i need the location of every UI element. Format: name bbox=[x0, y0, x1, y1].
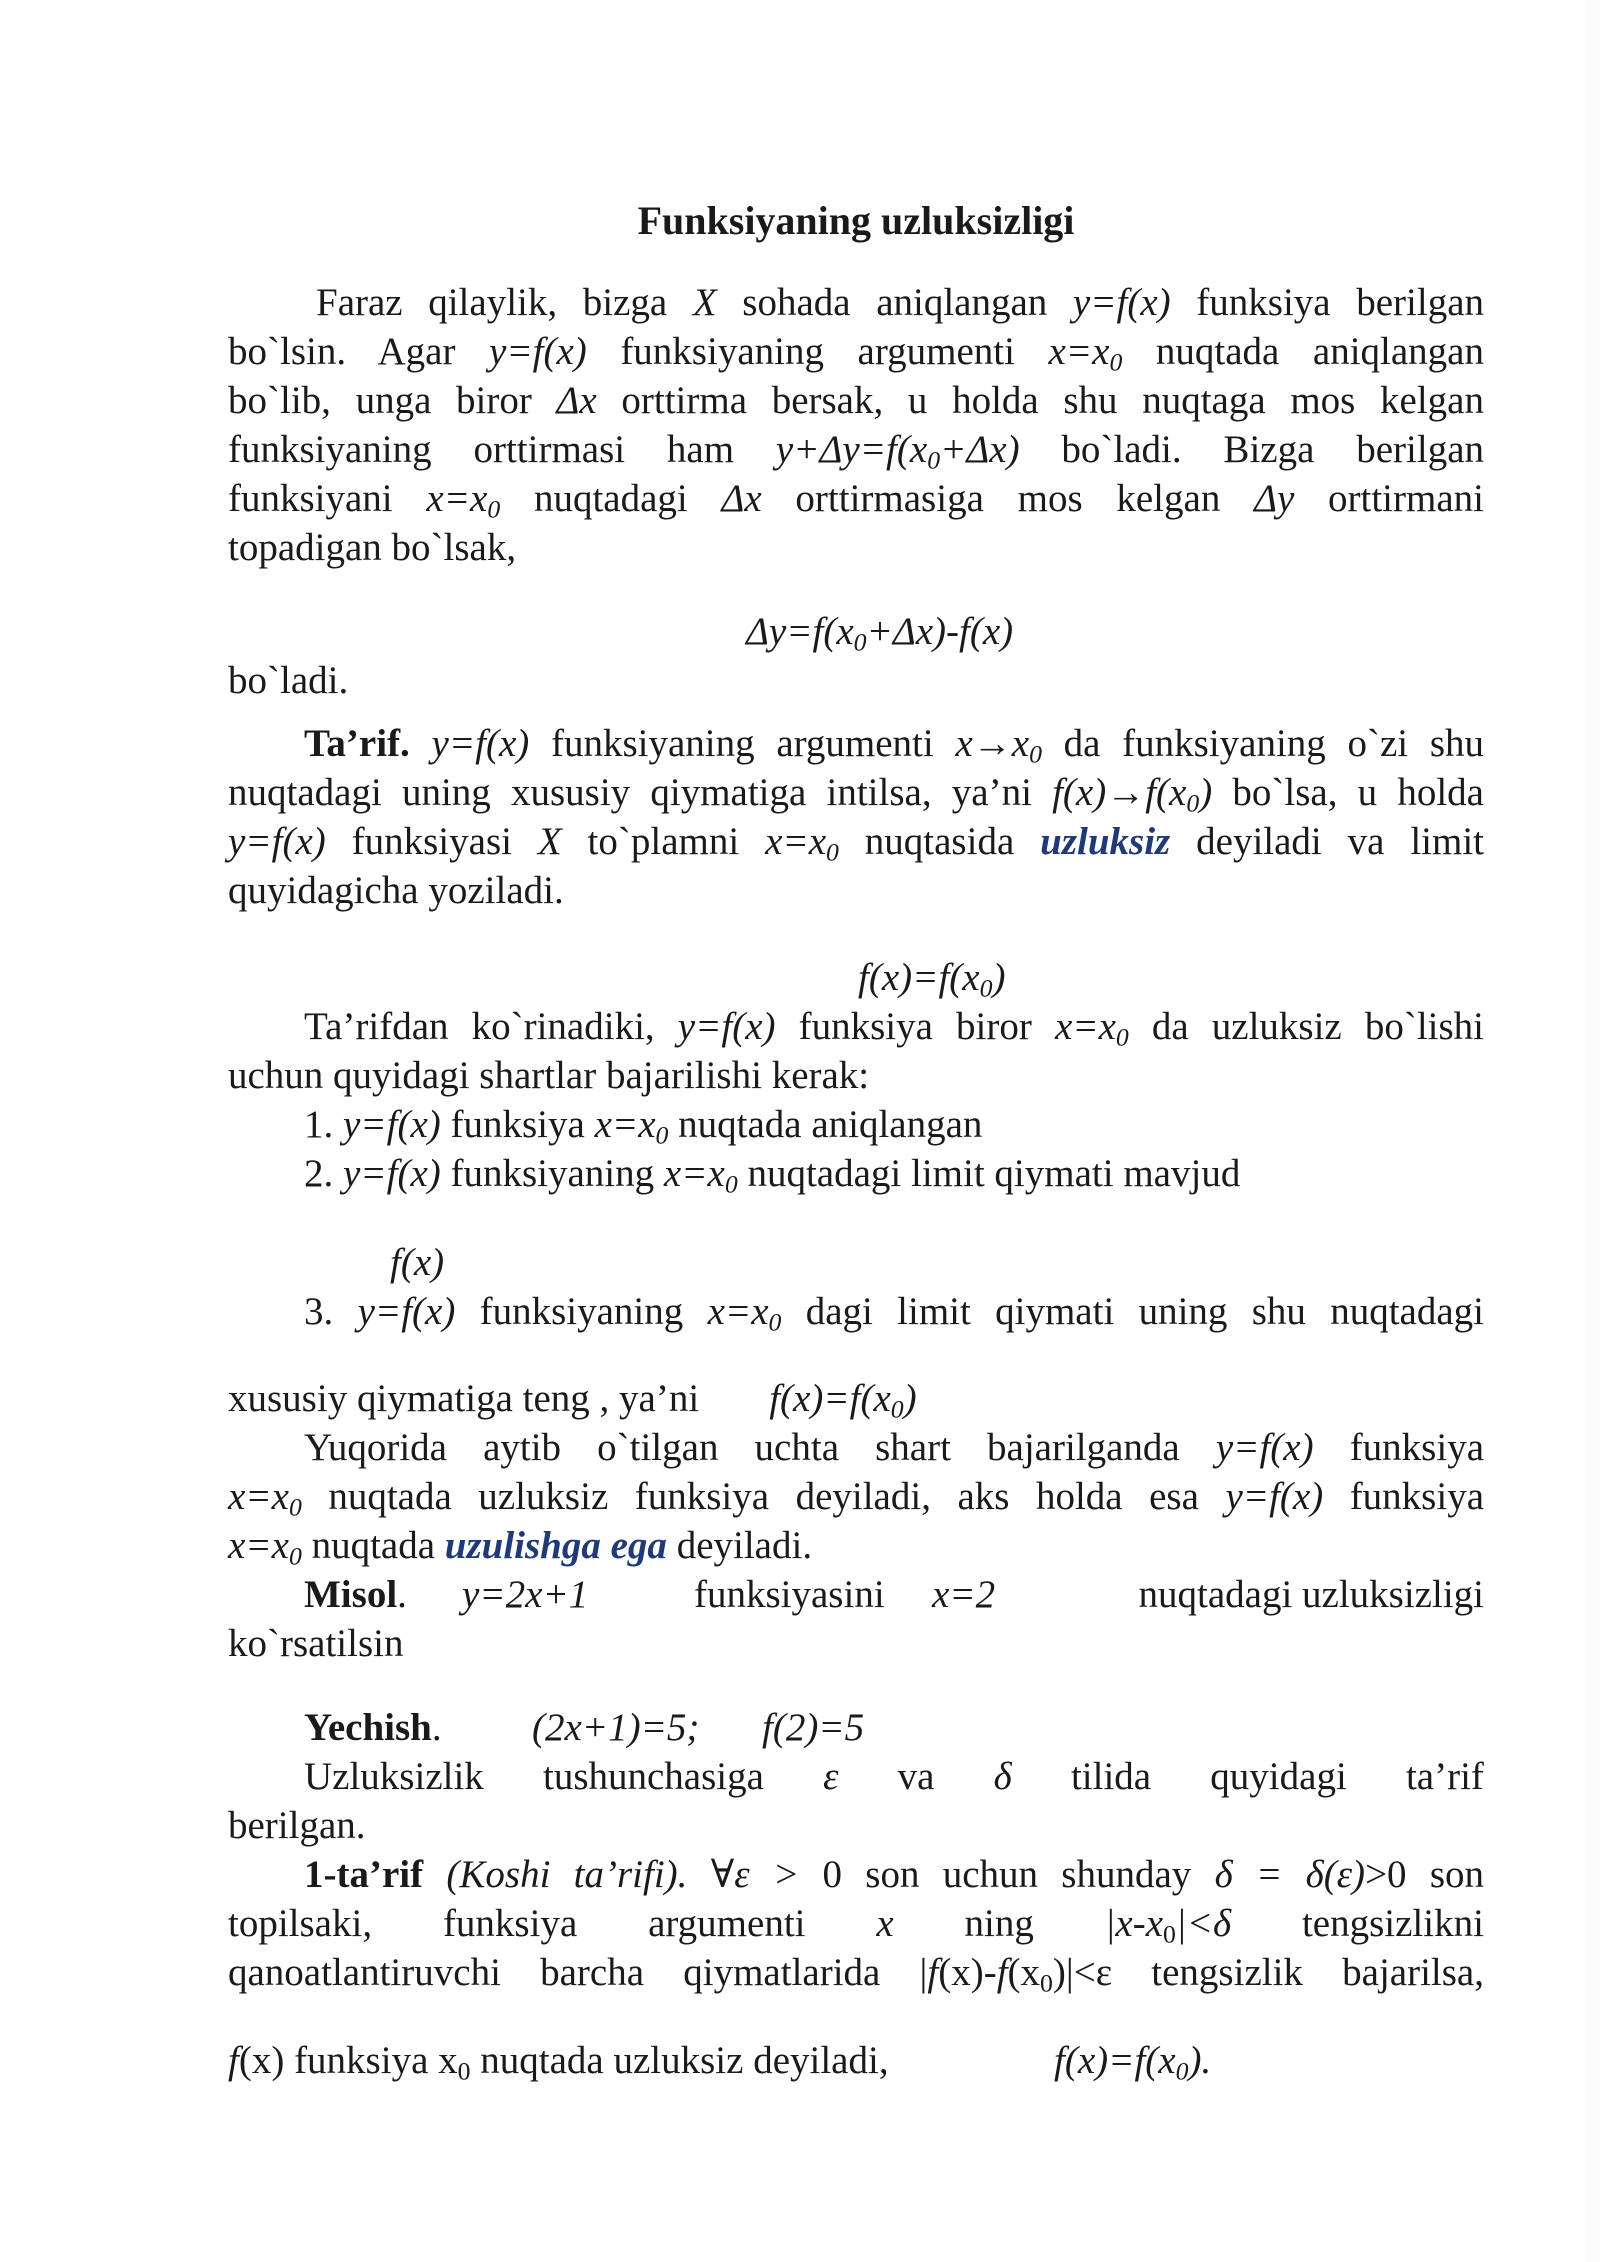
math-text: ). bbox=[1188, 2039, 1212, 2082]
math-text: f(x)→f(x bbox=[1052, 771, 1187, 814]
text: . bbox=[431, 1706, 442, 1749]
subscript: 0 bbox=[1186, 788, 1200, 818]
math-text: +Δx) bbox=[940, 428, 1020, 471]
text: >0 son bbox=[1365, 1853, 1485, 1896]
example-line: ko`rsatilsin bbox=[228, 1622, 404, 1665]
math-text: y+Δy=f(x bbox=[775, 428, 928, 471]
text: Yuqorida aytib o`tilgan uchta shart bajarilganda bbox=[304, 1426, 1216, 1469]
text: )|<ε bbox=[1052, 1951, 1113, 1994]
math-text: x=x bbox=[228, 1475, 289, 1518]
text: 0 son uchun shunday bbox=[822, 1853, 1215, 1896]
text: da uzluksiz bo`lishi bbox=[1128, 1005, 1484, 1048]
math-text: f(x)=f(x bbox=[769, 1377, 891, 1420]
text: quyidagi bbox=[1210, 1755, 1347, 1798]
math-text: y=f(x) bbox=[489, 330, 587, 373]
math-text: y=f(x) bbox=[228, 820, 326, 863]
math-text: δ = δ(ε) bbox=[1214, 1853, 1366, 1896]
formula bbox=[1054, 2036, 1211, 2085]
subscript: 0 bbox=[288, 1492, 302, 1522]
text: bo`lsa, u holda bbox=[1212, 771, 1484, 814]
text: funksiya bbox=[1313, 1426, 1484, 1469]
text: deyiladi va limit bbox=[1170, 820, 1485, 863]
paragraph-line bbox=[228, 1002, 1484, 1051]
math-text: Δy=f(x bbox=[746, 610, 854, 653]
example-label: Misol bbox=[304, 1573, 398, 1616]
text: da funksiyaning o`zi shu bbox=[1041, 722, 1485, 765]
text: orttirma bersak, u holda shu nuqtaga mos kelgan bbox=[596, 379, 1484, 422]
text: bo`lsin. Agar bbox=[228, 330, 490, 373]
formula bbox=[858, 953, 1005, 1002]
text: . bbox=[397, 1573, 407, 1616]
subscript: 0 bbox=[655, 1120, 669, 1150]
math-text: X bbox=[537, 820, 562, 863]
subscript: 0 bbox=[768, 1307, 782, 1337]
text: funksiyaning argumenti bbox=[586, 330, 1049, 373]
subscript: 0 bbox=[1040, 1968, 1053, 1998]
math-text: (Koshi ta’rifi). bbox=[423, 1853, 688, 1896]
text: 2. bbox=[304, 1152, 343, 1195]
math-text: f(2)=5 bbox=[762, 1706, 865, 1749]
subscript: 0 bbox=[1115, 1022, 1129, 1052]
text: funksiyaning orttirmasi ham bbox=[228, 428, 776, 471]
math-text: Δx bbox=[721, 477, 762, 520]
math-text: y=2x+1 bbox=[462, 1573, 589, 1616]
math-text: ε bbox=[823, 1755, 839, 1798]
text: orttirmasiga mos kelgan bbox=[761, 477, 1255, 520]
math-text: +Δx)-f(x) bbox=[866, 610, 1014, 653]
subscript: 0 bbox=[457, 2056, 471, 2086]
text: nuqtada aniqlangan bbox=[1122, 330, 1484, 373]
text: 3. bbox=[304, 1290, 358, 1333]
paragraph-line: uchun quyidagi shartlar bajarilishi kerak: bbox=[228, 1054, 870, 1097]
subscript: 0 bbox=[826, 837, 839, 867]
text: xususiy qiymatiga teng , ya’ni bbox=[228, 1377, 700, 1420]
condition-item bbox=[304, 1149, 1240, 1198]
math-text: y=f(x) bbox=[1225, 1475, 1324, 1518]
text: nuqtada uzluksiz funksiya deyiladi, aks holda esa bbox=[301, 1475, 1226, 1518]
math-text: x=x bbox=[765, 820, 827, 863]
math-text: |<δ bbox=[1175, 1902, 1232, 1945]
text: funksiya bbox=[1323, 1475, 1485, 1518]
text: funksiya bbox=[440, 1103, 595, 1146]
subscript: 0 bbox=[890, 1394, 904, 1424]
formula bbox=[390, 1238, 444, 1287]
text: bo`ladi. Bizga berilgan bbox=[1019, 428, 1485, 471]
subscript: 0 bbox=[927, 445, 941, 475]
definition-label: 1-ta’rif bbox=[304, 1853, 424, 1896]
text: funksiyasi bbox=[325, 820, 538, 863]
text: ning bbox=[964, 1902, 1034, 1945]
math-text: y=f(x) bbox=[677, 1005, 776, 1048]
paragraph-line bbox=[228, 278, 1484, 327]
math-text: |x-x bbox=[1104, 1902, 1164, 1945]
text: funksiya berilgan bbox=[1170, 281, 1484, 324]
math-text: ) bbox=[992, 956, 1006, 999]
paragraph-line bbox=[228, 474, 1484, 523]
paragraph-line bbox=[228, 1521, 1484, 1570]
subscript: 0 bbox=[1109, 347, 1123, 377]
definition-line bbox=[228, 2036, 1484, 2085]
math-text: y=f(x) bbox=[1215, 1426, 1314, 1469]
text: Ta’rifdan ko`rinadiki, bbox=[304, 1005, 678, 1048]
text: nuqtada uzluksiz deyiladi, bbox=[470, 2039, 889, 2082]
text: tilida bbox=[1070, 1755, 1152, 1798]
math-text: Δx bbox=[556, 379, 597, 422]
text: funksiyaning bbox=[455, 1290, 708, 1333]
text: nuqtasida bbox=[838, 820, 1041, 863]
paragraph-line bbox=[228, 327, 1484, 376]
definition-line bbox=[228, 1948, 1484, 1997]
text: nuqtadagi uzluksizligi bbox=[1138, 1573, 1484, 1616]
text: tengsizlikni bbox=[1301, 1902, 1484, 1945]
condition-item bbox=[304, 1100, 982, 1149]
text: sohada aniqlangan bbox=[716, 281, 1073, 324]
text: deyiladi. bbox=[666, 1524, 813, 1567]
math-text: f(x) bbox=[390, 1241, 445, 1284]
text: (x)- bbox=[938, 1951, 997, 1994]
term-highlight: uzluksiz bbox=[1040, 820, 1171, 863]
text: funksiya biror bbox=[775, 1005, 1055, 1048]
paragraph-line bbox=[228, 1423, 1484, 1472]
math-text: x=x bbox=[663, 1152, 725, 1195]
text: dagi limit qiymati uning shu nuqtadagi bbox=[781, 1290, 1485, 1333]
subscript: 0 bbox=[487, 494, 501, 524]
document-page bbox=[228, 0, 1484, 2262]
solution-line bbox=[304, 1703, 865, 1752]
text: qanoatlantiruvchi barcha qiymatlarida | bbox=[228, 1951, 928, 1994]
math-text: y=f(x) bbox=[1072, 281, 1171, 324]
formula bbox=[746, 607, 1013, 656]
condition-item bbox=[228, 1374, 1484, 1423]
text: topilsaki, bbox=[228, 1902, 373, 1945]
paragraph-line: berilgan. bbox=[228, 1804, 366, 1847]
math-text: y=f(x) bbox=[357, 1290, 456, 1333]
math-text: f bbox=[996, 1951, 1008, 1994]
subscript: 0 bbox=[1029, 739, 1042, 769]
subscript: 0 bbox=[853, 627, 867, 657]
math-text: x=x bbox=[594, 1103, 656, 1146]
definition-line: quyidagicha yoziladi. bbox=[228, 869, 564, 912]
subscript: 0 bbox=[724, 1169, 738, 1199]
text: ta’rif bbox=[1405, 1755, 1484, 1798]
math-text: ) bbox=[903, 1377, 917, 1420]
math-text: ∀ε > bbox=[687, 1853, 823, 1896]
text: Uzluksizlik bbox=[304, 1755, 484, 1798]
math-text: f bbox=[228, 2039, 239, 2082]
subscript: 0 bbox=[288, 1541, 302, 1571]
math-text: y=f(x) bbox=[343, 1152, 441, 1195]
page-edge bbox=[1586, 0, 1600, 2262]
definition-label: Ta’rif. bbox=[304, 722, 410, 765]
math-text: x→x bbox=[955, 722, 1030, 765]
math-text: x=x bbox=[1048, 330, 1110, 373]
math-text: x=x bbox=[228, 1524, 289, 1567]
math-text: x=x bbox=[707, 1290, 769, 1333]
math-text: x=x bbox=[1054, 1005, 1116, 1048]
text: Faraz qilaylik, bizga bbox=[316, 281, 693, 324]
text: nuqtadagi uning xususiy qiymatiga intilsa, ya’ni bbox=[228, 771, 1053, 814]
math-text: δ bbox=[993, 1755, 1012, 1798]
math-text: x bbox=[876, 1902, 894, 1945]
text: funksiyani bbox=[228, 477, 427, 520]
text: 1. bbox=[304, 1103, 343, 1146]
text: nuqtadagi bbox=[500, 477, 722, 520]
text: argumenti bbox=[648, 1902, 806, 1945]
definition-line bbox=[228, 768, 1484, 817]
math-text: f bbox=[927, 1951, 939, 1994]
text: nuqtada aniqlangan bbox=[668, 1103, 983, 1146]
definition-line bbox=[228, 719, 1484, 768]
subscript: 0 bbox=[979, 973, 993, 1003]
text: bo`lib, unga biror bbox=[228, 379, 557, 422]
paragraph-line bbox=[228, 376, 1484, 425]
math-text: f(x)=f(x bbox=[858, 956, 980, 999]
text: (x) funksiya x bbox=[238, 2039, 458, 2082]
paragraph-line bbox=[228, 425, 1484, 474]
paragraph-line bbox=[228, 1472, 1484, 1521]
text: nuqtada bbox=[301, 1524, 445, 1567]
subscript: 0 bbox=[1175, 2056, 1189, 2086]
definition-line bbox=[228, 1899, 1484, 1948]
definition-line bbox=[228, 817, 1484, 866]
text: funksiyaning argumenti bbox=[529, 722, 956, 765]
text: to`plamni bbox=[561, 820, 766, 863]
math-text: x=2 bbox=[932, 1573, 996, 1616]
text: nuqtadagi limit qiymati mavjud bbox=[737, 1152, 1241, 1195]
text: orttirmani bbox=[1294, 477, 1484, 520]
page-title: Funksiyaning uzluksizligi bbox=[637, 198, 1075, 243]
math-text: Δy bbox=[1254, 477, 1295, 520]
math-text: ) bbox=[1199, 771, 1213, 814]
math-text: (2x+1)=5; bbox=[532, 1706, 700, 1749]
subscript: 0 bbox=[1163, 1919, 1176, 1949]
condition-item bbox=[228, 1287, 1484, 1336]
text: funksiyasini bbox=[694, 1573, 885, 1616]
text: tengsizlik bajarilsa, bbox=[1112, 1951, 1484, 1994]
text: tushunchasiga bbox=[542, 1755, 764, 1798]
example-line bbox=[304, 1570, 1484, 1619]
text: (x bbox=[1007, 1951, 1041, 1994]
solution-label: Yechish bbox=[304, 1706, 432, 1749]
paragraph-line: bo`ladi. bbox=[228, 659, 349, 702]
math-group bbox=[1105, 1899, 1231, 1948]
math-text: X bbox=[692, 281, 717, 324]
text: va bbox=[897, 1755, 935, 1798]
text: funksiya bbox=[442, 1902, 578, 1945]
math-text: y=f(x) bbox=[343, 1103, 441, 1146]
definition-line bbox=[228, 1850, 1484, 1899]
text: funksiyaning bbox=[440, 1152, 664, 1195]
paragraph-line bbox=[304, 1752, 1484, 1801]
math-text: x=x bbox=[426, 477, 488, 520]
paragraph-line: topadigan bo`lsak, bbox=[228, 526, 517, 569]
math-text: y=f(x) bbox=[409, 722, 530, 765]
math-text: f(x)=f(x bbox=[1054, 2039, 1176, 2082]
term-highlight: uzulishga ega bbox=[444, 1524, 667, 1567]
